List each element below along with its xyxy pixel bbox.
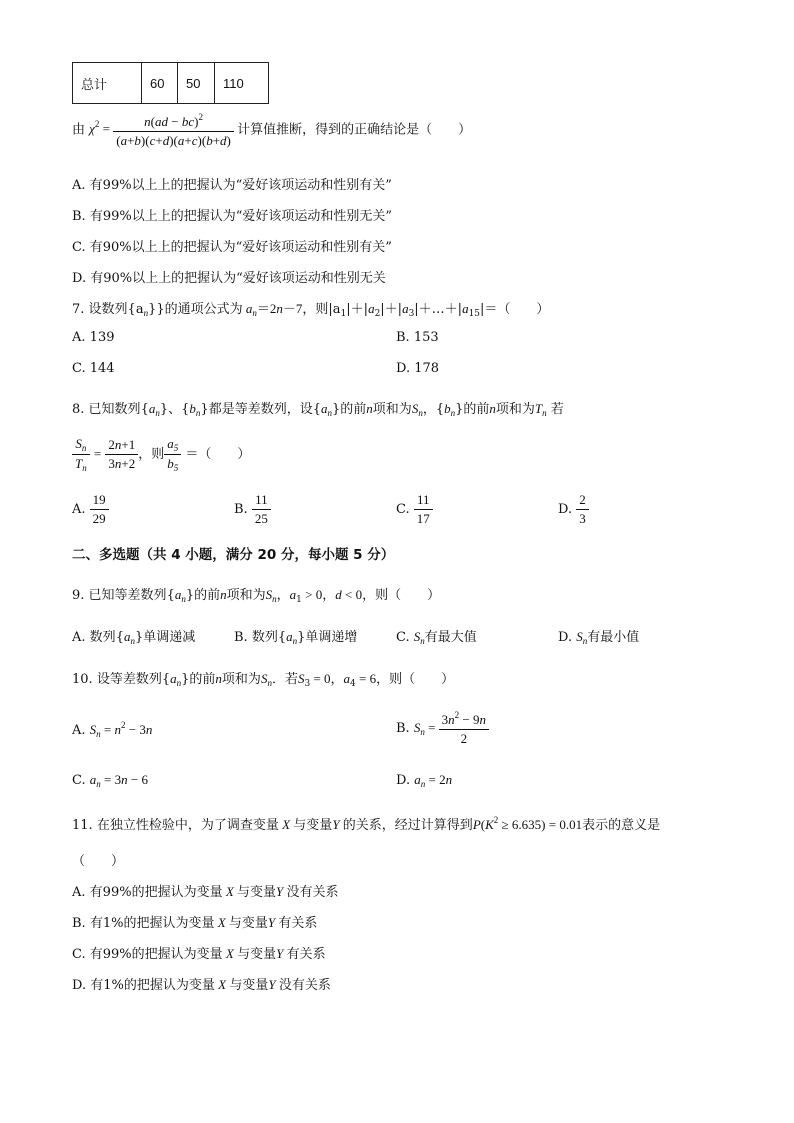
q7-option-d: D. 178 bbox=[396, 361, 440, 376]
chi-option-c: C. 有90%以上上的把握认为“爱好该项运动和性别有关” bbox=[72, 240, 392, 255]
chi-option-d: D. 有90%以上上的把握认为“爱好该项运动和性别无关 bbox=[72, 271, 386, 286]
question-10: 10. 设等差数列$\{a_n\}$的前n项和为$S_n$．若$S_3 = 0$，$a_4 = 6$，则（ ） bbox=[72, 671, 455, 689]
q7-option-b: B. 153 bbox=[396, 330, 439, 345]
q11-option-c: C. 有99%的把握认为变量 X 与变量Y 有关系 bbox=[72, 946, 326, 962]
total-col3: 110 bbox=[215, 63, 269, 104]
q8-option-c: C. $\frac{11}{17}$ bbox=[396, 492, 433, 527]
total-col1: 60 bbox=[142, 63, 178, 104]
q10-option-a: A. $S_n = n^2 - 3n$ bbox=[72, 720, 153, 739]
q8-condition: $\frac{S_n}{T_n}$ = $\frac{2n+1}{3n+2}$ ，则 $\frac{a_5}{b_5}$ ＝（ ） bbox=[72, 436, 250, 473]
table-row bbox=[73, 63, 269, 104]
question-11: 11. 在独立性检验中，为了调查变量 X 与变量Y 的关系，经过计算得到$P(K^2 \ge 6.635) = 0.01$表示的意义是 bbox=[72, 815, 661, 833]
q11-paren: （ ） bbox=[72, 854, 125, 869]
total-label: 总计 bbox=[73, 63, 142, 104]
q8-option-b: B. $\frac{11}{25}$ bbox=[234, 492, 271, 527]
q7-option-a: A. 139 bbox=[72, 330, 115, 345]
question-9: 9. 已知等差数列$\{a_n\}$的前n项和为$S_n$，$a_1 > 0$，d < 0，则（ ） bbox=[72, 587, 441, 605]
chi-option-b: B. 有99%以上上的把握认为“爱好该项运动和性别无关” bbox=[72, 209, 393, 224]
q9-option-a: A. 数列$\{a_n\}$单调递减 bbox=[72, 629, 196, 646]
chi-suffix: 计算值推断，得到的正确结论是（ ） bbox=[237, 122, 472, 138]
q11-option-b: B. 有1%的把握认为变量 X 与变量Y 有关系 bbox=[72, 915, 318, 931]
total-col2: 50 bbox=[178, 63, 215, 104]
q9-option-b: B. 数列$\{a_n\}$单调递增 bbox=[234, 629, 358, 646]
q7-option-c: C. 144 bbox=[72, 361, 115, 376]
total-table bbox=[72, 62, 269, 104]
section-heading: 二、多选题（共 4 小题，满分 20 分，每小题 5 分） bbox=[72, 547, 395, 563]
q10-option-d: D. $a_n = 2n$ bbox=[396, 772, 453, 789]
chi-square-line bbox=[72, 112, 471, 149]
q10-option-b: B. $S_n$ = $\frac{3n^2 - 9n}{2}$ bbox=[396, 710, 489, 747]
chi-formula: $\chi^2$ = $\frac{n(ad - bc)^2}{(a+b)(c+d)(a+c)(b+d)}$ bbox=[89, 121, 237, 136]
question-7: 7. 设数列$\{a_n\}$}的通项公式为 $a_n=2n-7$，则$|a_1|+|a_2|+|a_3|+\dots+|a_{15}|=$（ ） bbox=[72, 301, 550, 319]
q11-option-a: A. 有99%的把握认为变量 X 与变量Y 没有关系 bbox=[72, 884, 339, 900]
q11-option-d: D. 有1%的把握认为变量 X 与变量Y 没有关系 bbox=[72, 977, 331, 993]
chi-option-a: A. 有99%以上上的把握认为“爱好该项运动和性别有关” bbox=[72, 178, 392, 193]
q8-option-a: A. $\frac{19}{29}$ bbox=[72, 492, 109, 527]
q10-option-c: C. $a_n = 3n - 6$ bbox=[72, 772, 148, 789]
question-8: 8. 已知数列$\{a_n\}$、$\{b_n\}$都是等差数列，设$\{a_n\}$的前n项和为$S_n$，$\{b_n\}$的前n项和为$T_n$ 若 bbox=[72, 401, 564, 418]
chi-prefix: 由 bbox=[72, 122, 86, 138]
q8-option-d: D. $\frac{2}{3}$ bbox=[558, 492, 589, 527]
q9-option-d: D. $S_n$有最小值 bbox=[558, 629, 640, 646]
q9-option-c: C. $S_n$有最大值 bbox=[396, 629, 477, 646]
